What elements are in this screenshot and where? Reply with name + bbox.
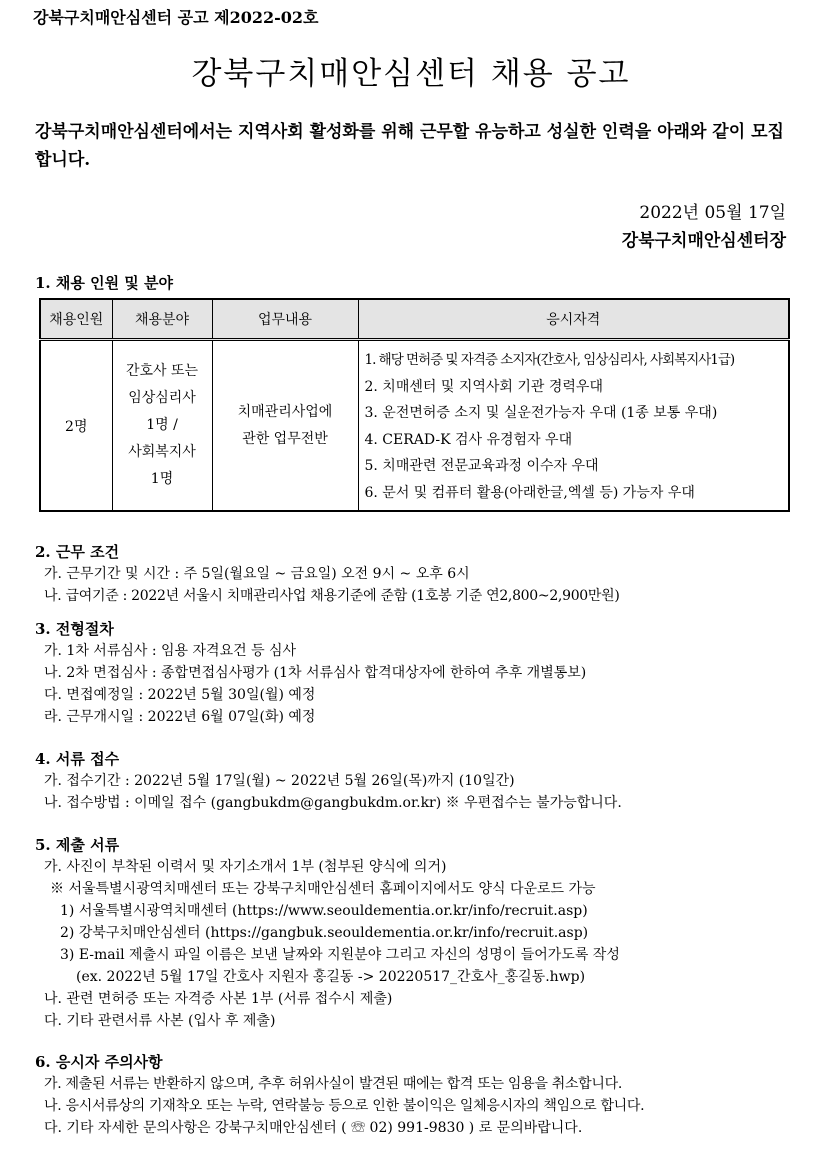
qualification-item: 4. CERAD-K 검사 유경험자 우대 [364,431,573,448]
process-line: 가. 1차 서류심사 : 임용 자격요건 등 심사 [44,643,297,659]
recruit-qualifications [358,340,789,512]
document-line: 나. 관련 면허증 또는 자격증 사본 1부 (서류 접수시 제출) [44,991,393,1007]
recruit-field [112,340,212,512]
process-line: 다. 면접예정일 : 2022년 5월 30일(월) 예정 [44,687,316,703]
qualification-item: 2. 치매센터 및 지역사회 기관 경력우대 [364,378,603,395]
document-note: ※ 서울특별시광역치매센터 또는 강북구치매안심센터 홈페이지에서도 양식 다운로드 가능 [50,881,596,897]
application-line: 가. 접수기간 : 2022년 5월 17일(월) ~ 2022년 5월 26일(목)까지 (10일간) [44,773,515,789]
intro-paragraph: 강북구치매안심센터에서는 지역사회 활성화를 위해 근무할 유능하고 성실한 인력을 아래와 같이 모집합니다. [35,122,784,170]
field-line: 사회복지사 [128,444,196,460]
condition-line: 나. 급여기준 : 2022년 서울시 치매관리사업 채용기준에 준함 (1호봉 기준 연2,800~2,900만원) [44,588,620,604]
duty-line: 관한 업무전반 [242,430,328,447]
notice-date: 2022년 05월 17일 [639,203,786,223]
column-header-duty: 업무내용 [212,299,358,340]
qualification-item: 6. 문서 및 컴퓨터 활용(아래한글,엑셀 등) 가능자 우대 [364,484,695,501]
signatory: 강북구치매안심센터장 [621,231,786,251]
application-line: 나. 접수방법 : 이메일 접수 (gangbukdm@gangbukdm.or.kr) ※ 우편접수는 불가능합니다. [44,795,622,811]
document-naming-rule: 3) E-mail 제출시 파일 이름은 보낸 날짜와 지원분야 그리고 자신의 성명이 들어가도록 작성 [60,947,620,963]
section-heading-process: 3. 전형절차 [35,620,114,638]
field-line: 1명 / [146,417,178,433]
field-line: 간호사 또는 [125,363,199,379]
caution-line: 나. 응시서류상의 기재착오 또는 누락, 연락불능 등으로 인한 불이익은 일체응시자의 책임으로 합니다. [44,1098,645,1114]
recruitment-table [39,298,790,512]
condition-line: 가. 근무기간 및 시간 : 주 5일(월요일 ~ 금요일) 오전 9시 ~ 오후 6시 [44,566,470,582]
table-row [40,340,789,512]
field-line: 1명 [150,471,174,487]
document-line: 가. 사진이 부착된 이력서 및 자기소개서 1부 (첨부된 양식에 의거) [44,859,447,875]
document-link-line: 2) 강북구치매안심센터 (https://gangbuk.seouldementia.or.kr/info/recruit.asp) [60,925,589,941]
page-title: 강북구치매안심센터 채용 공고 [191,56,631,92]
qualification-item: 5. 치매관련 전문교육과정 이수자 우대 [364,458,599,474]
caution-line: 다. 기타 자세한 문의사항은 강북구치매안심센터 ( ☏ 02) 991-9830 ) 로 문의바랍니다. [44,1120,583,1136]
notice-number: 강북구치매안심센터 공고 제2022-02호 [33,8,319,27]
qualification-item: 1. 해당 면허증 및 자격증 소지자(간호사, 임상심리사, 사회복지사1급) [364,352,735,368]
section-heading-cautions: 6. 응시자 주의사항 [35,1053,163,1071]
process-line: 나. 2차 면접심사 : 종합면접심사평가 (1차 서류심사 합격대상자에 한하여 추후 개별통보) [44,665,587,681]
caution-line: 가. 제출된 서류는 반환하지 않으며, 추후 허위사실이 발견된 때에는 합격 또는 임용을 취소합니다. [44,1076,622,1092]
section-heading-documents: 5. 제출 서류 [35,836,120,854]
qualification-item: 3. 운전면허증 소지 및 실운전가능자 우대 (1종 보통 우대) [364,405,718,421]
column-header-field: 채용분야 [112,299,212,340]
document-link-line: 1) 서울특별시광역치매센터 (https://www.seouldementia.or.kr/info/recruit.asp) [60,903,588,919]
recruit-duty [212,340,358,512]
document-line: 다. 기타 관련서류 사본 (입사 후 제출) [44,1013,276,1029]
column-header-qualification: 응시자격 [358,299,789,340]
process-line: 라. 근무개시일 : 2022년 6월 07일(화) 예정 [44,709,316,725]
recruit-count: 2명 [40,340,112,512]
document-naming-example: (ex. 2022년 5월 17일 간호사 지원자 홍길동 -> 20220517_간호사_홍길동.hwp) [76,969,586,985]
section-heading-recruitment: 1. 채용 인원 및 분야 [35,274,173,292]
field-line: 임상심리사 [128,390,196,406]
duty-line: 치매관리사업에 [237,403,333,420]
section-heading-conditions: 2. 근무 조건 [35,543,120,561]
section-heading-application: 4. 서류 접수 [35,750,120,768]
column-header-count: 채용인원 [40,299,112,340]
